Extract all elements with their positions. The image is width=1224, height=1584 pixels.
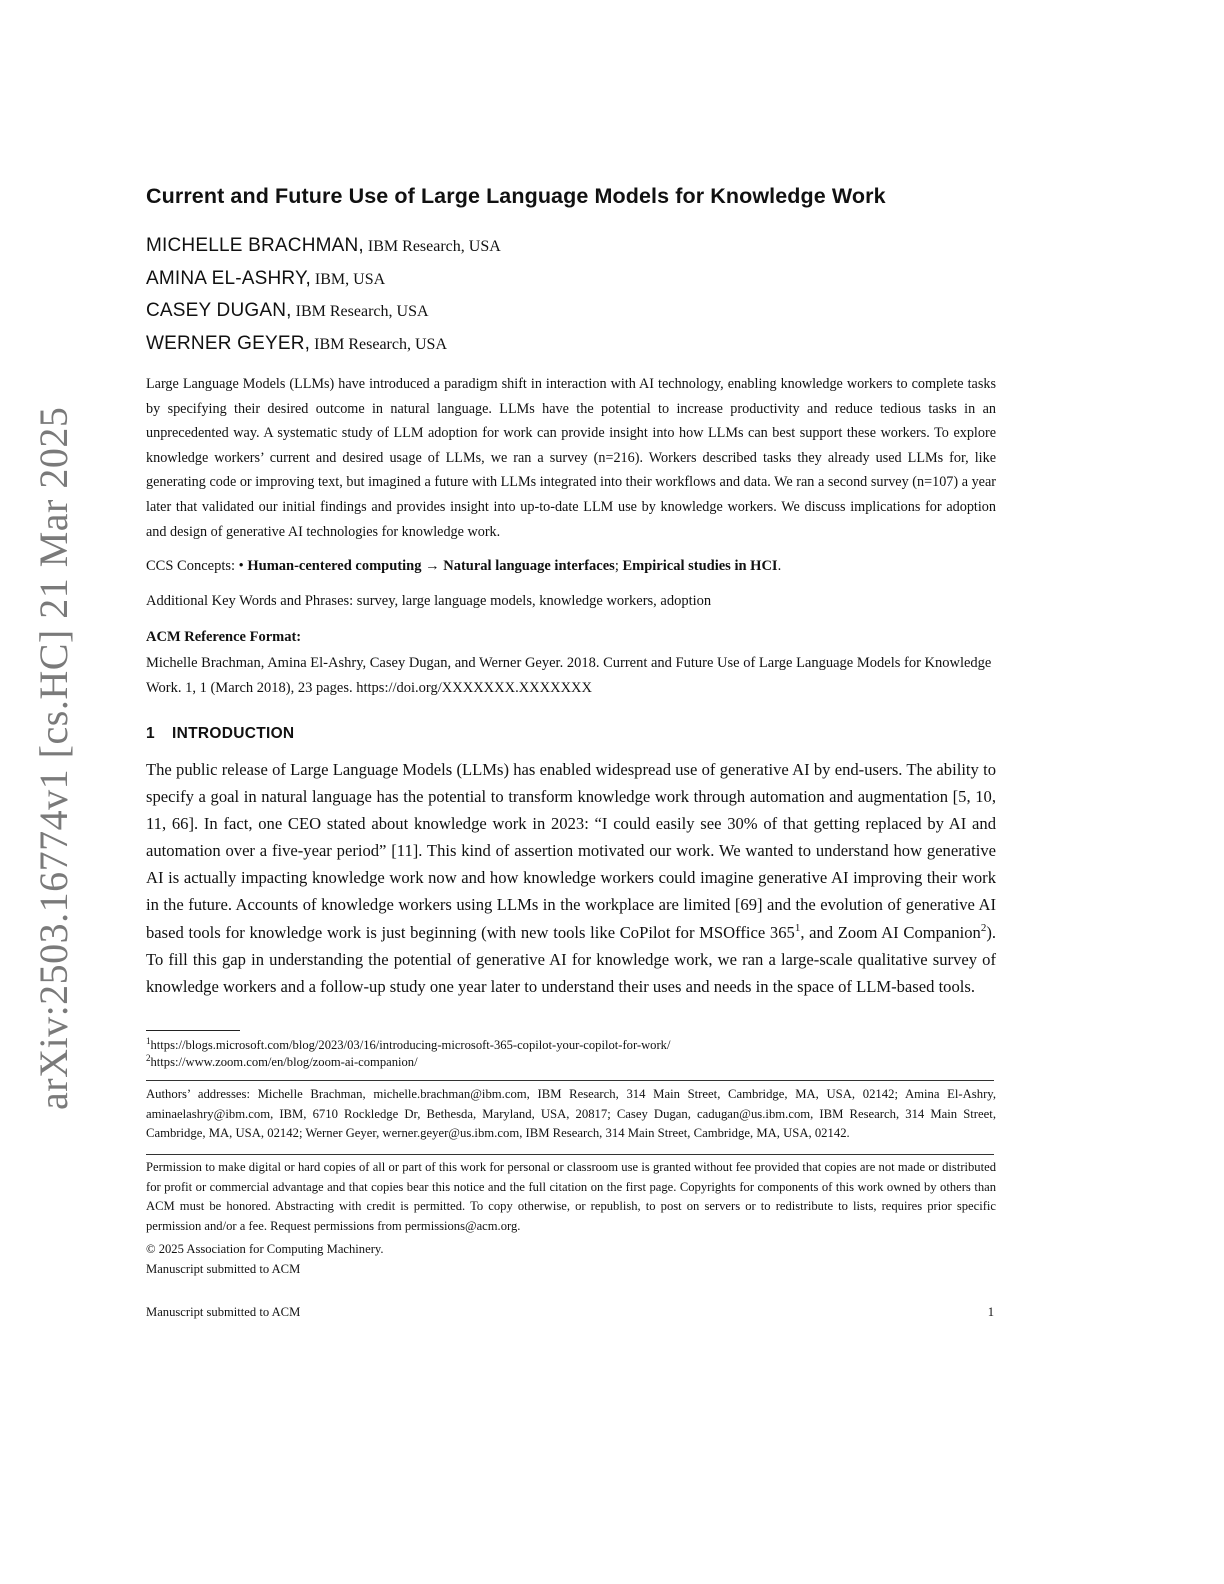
- author-name: CASEY DUGAN,: [146, 300, 292, 321]
- footnote-mark: 2: [146, 1053, 151, 1063]
- author-entry: [146, 233, 996, 266]
- paper-title: Current and Future Use of Large Language Models for Knowledge Work: [146, 184, 886, 208]
- permission-divider: [146, 1154, 994, 1155]
- author-affiliation: IBM Research, USA: [314, 335, 447, 353]
- footnote-mark: 1: [146, 1036, 151, 1046]
- copyright-notice: © 2025 Association for Computing Machinery.: [146, 1242, 384, 1256]
- author-affiliation: IBM Research, USA: [295, 303, 429, 320]
- section-number: 1: [146, 725, 155, 742]
- author-name: WERNER GEYER,: [146, 332, 311, 354]
- author-entry: [146, 331, 996, 364]
- author-affiliation: IBM Research, USA: [367, 238, 501, 255]
- page-footer: [146, 1302, 994, 1322]
- ccs-label: CCS Concepts: •: [146, 558, 244, 574]
- ccs-concept: Human-centered computing: [247, 558, 422, 574]
- keywords: Additional Key Words and Phrases: survey, large language models, knowledge workers, adoption: [146, 593, 712, 609]
- ccs-concept: Empirical studies in HCI: [622, 558, 778, 574]
- acm-reference-heading: ACM Reference Format:: [146, 629, 302, 645]
- intro-text: , and Zoom AI Companion: [800, 922, 981, 942]
- ccs-concept: Natural language interfaces: [443, 558, 615, 574]
- ccs-end: .: [777, 558, 782, 574]
- footnotes: [146, 1037, 996, 1071]
- page-number: 1: [987, 1305, 994, 1319]
- section-title: INTRODUCTION: [172, 725, 295, 742]
- footnote-item: [146, 1037, 996, 1054]
- author-entry: [146, 266, 996, 299]
- author-affiliation: IBM, USA: [314, 270, 386, 288]
- ccs-arrow: →: [421, 558, 444, 574]
- submission-note: Manuscript submitted to ACM: [146, 1262, 301, 1276]
- footnote-marker: 2: [980, 921, 987, 934]
- author-addresses: Authors’ addresses: Michelle Brachman, michelle.brachman@ibm.com, IBM Research, 314 Main Street, Cambridge, MA, USA, 02142; Amina El-Ashry, aminaelashry@ibm.com, IBM, 6710 Rockledge Dr, Bethesda, Maryland, USA, 20817; Casey Dugan, cadugan@us.ibm.com, IBM Research, 314 Main Street, Cambridge, MA, USA, 02142; Werner Geyer, werner.geyer@us.ibm.com, IBM Research, 314 Main Street, Cambridge, MA, USA, 02142.: [146, 1087, 996, 1141]
- footnote-divider: [146, 1030, 240, 1031]
- footnote-link[interactable]: https://www.zoom.com/en/blog/zoom-ai-companion/: [150, 1055, 418, 1069]
- ccs-concepts: [146, 556, 996, 576]
- author-name: AMINA EL-ASHRY,: [146, 267, 311, 289]
- intro-text: ). To fill this gap in understanding the potential of generative AI for knowledge work, we ran a large-scale qualitative survey of knowledge workers and a follow-up study one year later to understand their uses and needs in the space of LLM-based tools.: [146, 922, 997, 996]
- section-heading: [146, 724, 996, 744]
- acm-reference-text: Michelle Brachman, Amina El-Ashry, Casey Dugan, and Werner Geyer. 2018. Current and Future Use of Large Language Models for Knowledge Work. 1, 1 (March 2018), 23 pages. https://doi.org/XXXXXXX.XXXXXXX: [146, 655, 992, 696]
- addresses-divider: [146, 1080, 994, 1081]
- intro-text: The public release of Large Language Models (LLMs) has enabled widespread use of generative AI by end-users. The ability to specify a goal in natural language has the potential to transform knowledge work through automation and augmentation [5, 10, 11, 66]. In fact, one CEO stated about knowledge work in 2023: “I could easily see 30% of that getting replaced by AI and automation over a five-year period” [11]. This kind of assertion motivated our work. We wanted to understand how generative AI is actually impacting knowledge work now and how knowledge workers could imagine generative AI improving their work in the future. Accounts of knowledge workers using LLMs in the workplace are limited [69] and the evolution of generative AI based tools for knowledge work is just beginning (with new tools like CoPilot for MSOffice 365: [146, 760, 996, 942]
- permission-notice: Permission to make digital or hard copies of all or part of this work for personal or classroom use is granted without fee provided that copies are not made or distributed for profit or commercial advantage and that copies bear this notice and the full citation on the first page. Copyrights for components of this work owned by others than ACM must be honored. Abstracting with credit is permitted. To copy otherwise, or republish, to post on servers or to redistribute to lists, requires prior specific permission and/or a fee. Request permissions from permissions@acm.org.: [146, 1160, 996, 1234]
- footnote-item: [146, 1054, 996, 1071]
- introduction-paragraph: [146, 756, 996, 1000]
- abstract: Large Language Models (LLMs) have introduced a paradigm shift in interaction with AI technology, enabling knowledge workers to complete tasks by specifying their desired outcome in natural language. LLMs have the potential to increase productivity and reduce tedious tasks in an unprecedented way. A systematic study of LLM adoption for work can provide insight into how LLMs can best support these workers. To explore knowledge workers’ current and desired usage of LLMs, we ran a survey (n=216). Workers described tasks they already used LLMs for, like generating code or improving text, but imagined a future with LLMs integrated into their workflows and data. We ran a second survey (n=107) a year later that validated our initial findings and provides insight into up-to-date LLM use by knowledge workers. We discuss implications for adoption and design of generative AI technologies for knowledge work.: [146, 376, 996, 540]
- footer-left: Manuscript submitted to ACM: [146, 1305, 301, 1319]
- author-list: [146, 233, 996, 363]
- ccs-separator: ;: [614, 558, 623, 574]
- footnote-link[interactable]: https://blogs.microsoft.com/blog/2023/03/16/introducing-microsoft-365-copilot-your-copilot-for-work/: [150, 1038, 671, 1052]
- arxiv-identifier: arXiv:2503.16774v1 [cs.HC] 21 Mar 2025: [31, 406, 76, 1110]
- footnote-marker: 1: [794, 921, 801, 934]
- author-name: MICHELLE BRACHMAN,: [146, 235, 364, 256]
- author-entry: [146, 298, 996, 331]
